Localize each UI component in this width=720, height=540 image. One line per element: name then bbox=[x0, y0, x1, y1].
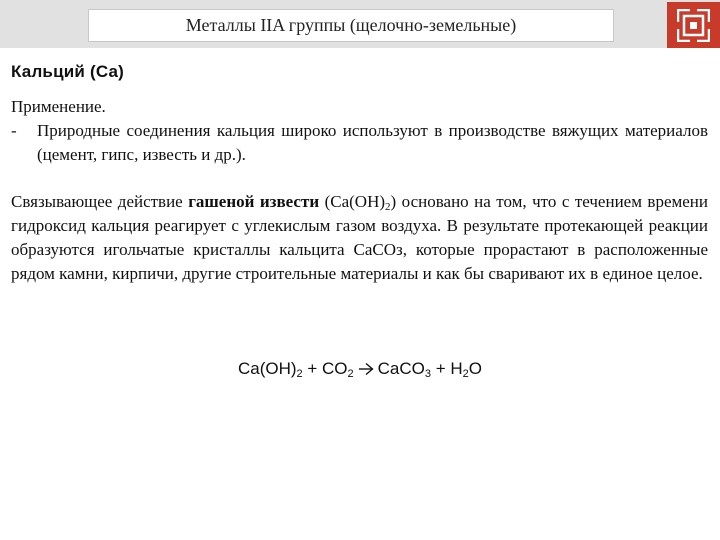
chemical-equation bbox=[0, 357, 720, 383]
right-arrow-icon bbox=[358, 359, 374, 383]
logo-glyph-icon bbox=[677, 9, 710, 42]
paragraph-subscript: 2 bbox=[385, 201, 391, 213]
paragraph-bold-term: гашеной извести bbox=[188, 192, 320, 211]
body-paragraph bbox=[11, 190, 708, 286]
equation-product-2-subscript: 2 bbox=[462, 368, 469, 380]
equation-product-2-end: O bbox=[468, 359, 483, 378]
equation-product-1-subscript: 3 bbox=[424, 368, 432, 380]
equation-product-2: + H bbox=[431, 359, 463, 378]
section-heading: Кальций (Са) bbox=[11, 62, 125, 81]
list-bullet: - bbox=[11, 121, 17, 140]
usage-heading: Применение. bbox=[11, 97, 106, 116]
paragraph-text-1: Связывающее действие bbox=[11, 192, 189, 211]
list-item bbox=[11, 119, 708, 167]
equation-reactant-1-subscript: 2 bbox=[296, 368, 303, 380]
equation-product-1: CaCO bbox=[377, 359, 425, 378]
title-bar bbox=[0, 0, 720, 48]
university-logo-icon bbox=[667, 2, 720, 48]
slide-title: Металлы IIA группы (щелочно-земельные) bbox=[88, 9, 614, 42]
paragraph-text-2: (Са(ОН) bbox=[319, 192, 386, 211]
usage-block bbox=[11, 95, 708, 167]
list-item-text: Природные соединения кальция широко используют в производстве вяжущих материалов (цемент, гипс, известь и др.). bbox=[37, 121, 708, 164]
paragraph-text-3: ) основано на том, что с течением времени гидроксид кальция реагирует с углекислым газом воздуха. В результате протекающей реакции образуются игольчатые кристаллы кальцита СаСОз, которые прорастают в расположенные рядом камни, кирпичи, другие строительные материалы и как бы сваривают их в единое целое. bbox=[11, 192, 709, 283]
equation-reactant-1: Ca(OH) bbox=[237, 359, 297, 378]
equation-reactant-2-subscript: 2 bbox=[347, 368, 354, 380]
equation-reactant-2: + CO bbox=[302, 359, 348, 378]
